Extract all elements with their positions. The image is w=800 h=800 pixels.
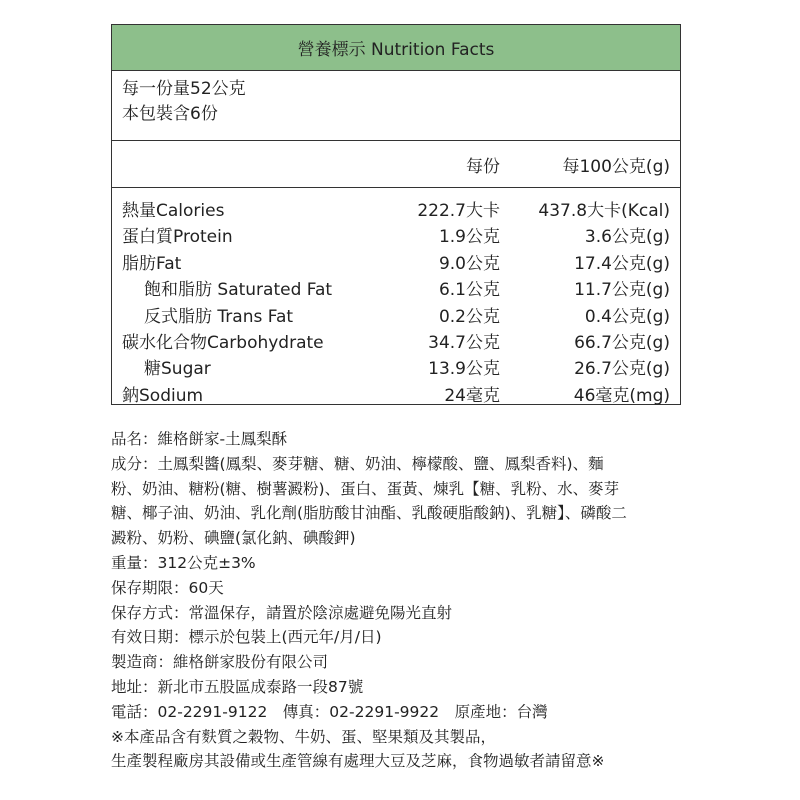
nutrient-per-100g: 3.6公克(g) <box>584 227 670 248</box>
col-per-100g: 每100公克(g) <box>562 157 670 177</box>
nutrient-name: 飽和脂肪 Saturated Fat <box>144 280 333 301</box>
product-weight: 重量：312公克±3% <box>111 553 256 572</box>
shelf-life: 保存期限：60天 <box>111 578 224 597</box>
nutrient-name: 碳水化合物Carbohydrate <box>122 332 324 353</box>
column-headers <box>112 141 680 188</box>
nutrient-row-trans-fat <box>112 304 680 330</box>
nutrient-name: 反式脂肪 Trans Fat <box>144 306 294 327</box>
ingredients-line-4: 澱粉、奶粉、碘鹽(氯化鈉、碘酸鉀) <box>111 529 356 548</box>
nutrient-row-sugar <box>112 356 680 382</box>
nutrition-facts-table <box>111 24 681 405</box>
servings-per-package: 本包裝含6份 <box>122 104 218 124</box>
ingredients-line-2: 粉、奶油、糖粉(糖、樹薯澱粉)、蛋白、蛋黃、煉乳【糖、乳粉、水、麥芽 <box>111 479 620 498</box>
nutrient-per-serving: 1.9公克 <box>438 227 500 248</box>
nutrient-per-100g: 17.4公克(g) <box>574 253 670 274</box>
nutrient-per-100g: 11.7公克(g) <box>574 280 670 301</box>
nutrient-row-fat <box>112 251 680 277</box>
nutrient-per-serving: 34.7公克 <box>428 332 500 353</box>
address: 地址：新北市五股區成泰路一段87號 <box>111 677 364 696</box>
ingredients-line-3: 糖、椰子油、奶油、乳化劑(脂肪酸甘油酯、乳酸硬脂酸鈉)、乳糖】、磷酸二 <box>111 504 627 523</box>
nutrient-per-100g: 66.7公克(g) <box>574 332 670 353</box>
ingredients-line-1: 成分：土鳳梨醬(鳳梨、麥芽糖、糖、奶油、檸檬酸、鹽、鳳梨香料)、麵 <box>111 454 604 473</box>
nutrient-row-saturated-fat <box>112 277 680 303</box>
nutrient-per-100g: 0.4公克(g) <box>584 306 670 327</box>
allergen-notice-2: 生產製程廠房其設備或生產管線有處理大豆及芝麻，食物過敏者請留意※ <box>111 752 605 771</box>
nutrient-per-serving: 24毫克 <box>444 385 500 406</box>
nutrient-name: 糖Sugar <box>144 359 211 380</box>
nutrient-per-serving: 9.0公克 <box>438 253 500 274</box>
nutrient-row-carbohydrate <box>112 330 680 356</box>
product-name: 品名：維格餅家-土鳳梨酥 <box>111 430 288 448</box>
nutrient-name: 熱量Calories <box>122 201 225 221</box>
manufacturer: 製造商：維格餅家股份有限公司 <box>111 653 329 672</box>
nutrient-row-protein <box>112 224 680 250</box>
nutrient-per-serving: 13.9公克 <box>428 359 500 380</box>
product-info <box>111 427 691 774</box>
nutrient-per-serving: 222.7大卡 <box>417 201 500 221</box>
storage-method: 保存方式：常溫保存，請置於陰涼處避免陽光直射 <box>111 603 453 622</box>
serving-size: 每一份量52公克 <box>122 79 246 99</box>
nutrient-per-serving: 6.1公克 <box>438 280 500 301</box>
nutrient-row-sodium <box>112 383 680 409</box>
allergen-notice-1: ※本產品含有麩質之穀物、牛奶、蛋、堅果類及其製品， <box>111 727 496 746</box>
contact-info: 電話：02-2291-9122 傳真：02-2291-9922 原產地：台灣 <box>111 702 548 721</box>
nutrient-name: 蛋白質Protein <box>122 227 233 248</box>
nutrient-name: 鈉Sodium <box>122 385 204 406</box>
nutrient-name: 脂肪Fat <box>122 253 182 274</box>
nutrient-per-100g: 437.8大卡(Kcal) <box>538 201 670 221</box>
nutrient-per-100g: 46毫克(mg) <box>573 385 670 406</box>
nutrient-rows <box>112 188 680 409</box>
serving-info <box>112 71 680 141</box>
nutrient-per-100g: 26.7公克(g) <box>574 359 670 380</box>
nutrient-row-calories <box>112 198 680 224</box>
nutrition-title: 營養標示 Nutrition Facts <box>112 25 680 71</box>
nutrient-per-serving: 0.2公克 <box>438 306 500 327</box>
col-per-serving: 每份 <box>466 157 500 177</box>
expiry-date: 有效日期：標示於包裝上(西元年/月/日) <box>111 628 382 647</box>
